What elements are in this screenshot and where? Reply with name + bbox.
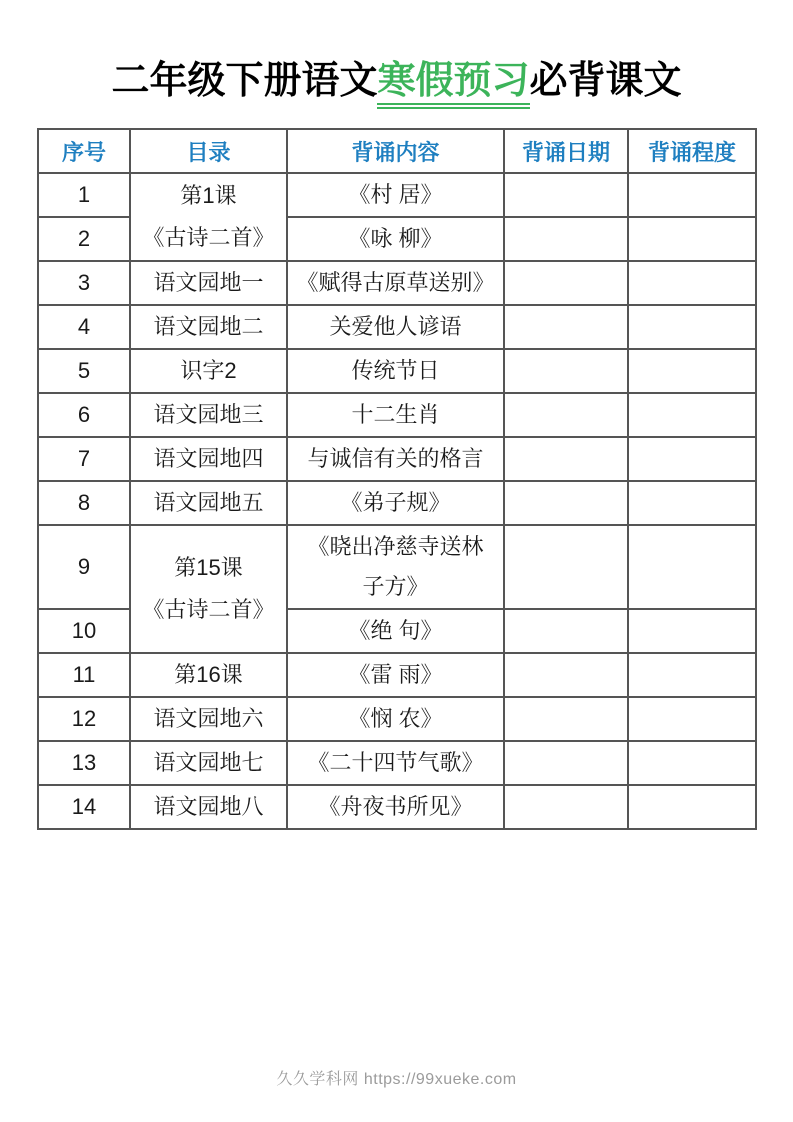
cell-number xyxy=(38,261,130,305)
cell-degree xyxy=(628,609,756,653)
cell-date xyxy=(504,609,628,653)
column-header: 背诵内容 xyxy=(287,129,504,173)
cell-number xyxy=(38,785,130,829)
table-header-row xyxy=(38,129,756,173)
cell-directory xyxy=(130,741,287,785)
cell-number xyxy=(38,653,130,697)
cell-text-line: 子方》 xyxy=(362,574,429,599)
cell-number xyxy=(38,697,130,741)
recitation-table xyxy=(37,128,757,830)
cell-date xyxy=(504,653,628,697)
cell-text-line: 3 xyxy=(77,270,91,295)
cell-date xyxy=(504,697,628,741)
cell-directory xyxy=(130,349,287,393)
table-row xyxy=(38,437,756,481)
cell-content xyxy=(287,653,504,697)
table-row xyxy=(38,173,756,217)
table-row xyxy=(38,481,756,525)
cell-number xyxy=(38,393,130,437)
cell-directory xyxy=(130,173,287,261)
title-highlight: 寒假预习 xyxy=(377,62,529,109)
cell-directory xyxy=(130,697,287,741)
cell-number xyxy=(38,217,130,261)
cell-content xyxy=(287,525,504,609)
cell-directory xyxy=(130,437,287,481)
cell-content xyxy=(287,609,504,653)
cell-directory xyxy=(130,305,287,349)
cell-number xyxy=(38,305,130,349)
cell-text-line: 十二生肖 xyxy=(351,402,440,427)
cell-content xyxy=(287,393,504,437)
cell-text-line: 《古诗二首》 xyxy=(142,597,275,622)
table-row xyxy=(38,525,756,609)
cell-text-line: 语文园地四 xyxy=(153,446,264,471)
cell-text-line: 《赋得古原草送别》 xyxy=(296,270,495,295)
cell-text-line: 语文园地五 xyxy=(153,490,264,515)
cell-content xyxy=(287,741,504,785)
cell-number xyxy=(38,609,130,653)
cell-degree xyxy=(628,261,756,305)
cell-degree xyxy=(628,305,756,349)
cell-date xyxy=(504,785,628,829)
cell-text-line: 语文园地七 xyxy=(153,750,264,775)
cell-text-line: 第1课 xyxy=(180,183,237,208)
cell-degree xyxy=(628,525,756,609)
cell-text-line: 11 xyxy=(72,662,96,687)
cell-number xyxy=(38,525,130,609)
cell-degree xyxy=(628,437,756,481)
cell-text-line: 与诚信有关的格言 xyxy=(307,446,484,471)
table-row xyxy=(38,349,756,393)
cell-date xyxy=(504,525,628,609)
cell-text-line: 14 xyxy=(71,794,97,819)
table-row xyxy=(38,785,756,829)
cell-directory xyxy=(130,393,287,437)
cell-text-line: 1 xyxy=(77,182,91,207)
cell-content xyxy=(287,305,504,349)
cell-text-line: 《村 居》 xyxy=(348,182,443,207)
table-row xyxy=(38,305,756,349)
cell-date xyxy=(504,173,628,217)
cell-text-line: 第16课 xyxy=(174,662,243,687)
cell-content xyxy=(287,217,504,261)
cell-degree xyxy=(628,697,756,741)
table-row xyxy=(38,393,756,437)
cell-text-line: 语文园地二 xyxy=(153,314,264,339)
cell-text-line: 《古诗二首》 xyxy=(142,225,275,250)
cell-date xyxy=(504,217,628,261)
cell-content xyxy=(287,173,504,217)
cell-directory xyxy=(130,653,287,697)
cell-date xyxy=(504,481,628,525)
table-row xyxy=(38,741,756,785)
cell-text-line: 关爱他人谚语 xyxy=(329,314,462,339)
cell-content xyxy=(287,697,504,741)
cell-date xyxy=(504,349,628,393)
cell-text-line: 《悯 农》 xyxy=(348,706,443,731)
cell-number xyxy=(38,741,130,785)
cell-degree xyxy=(628,349,756,393)
cell-text-line: 《咏 柳》 xyxy=(348,226,443,251)
column-header: 背诵日期 xyxy=(504,129,628,173)
cell-text-line: 语文园地六 xyxy=(153,706,264,731)
cell-text-line: 语文园地一 xyxy=(153,270,264,295)
cell-number xyxy=(38,437,130,481)
cell-text-line: 7 xyxy=(77,446,91,471)
cell-text-line: 6 xyxy=(77,402,91,427)
cell-text-line: 《弟子规》 xyxy=(340,490,451,515)
cell-number xyxy=(38,173,130,217)
cell-degree xyxy=(628,653,756,697)
cell-degree xyxy=(628,741,756,785)
cell-text-line: 《雷 雨》 xyxy=(348,662,443,687)
cell-degree xyxy=(628,785,756,829)
cell-degree xyxy=(628,173,756,217)
cell-text-line: 语文园地三 xyxy=(153,402,264,427)
table-row xyxy=(38,261,756,305)
cell-text-line: 2 xyxy=(77,226,91,251)
cell-text-line: 《舟夜书所见》 xyxy=(318,794,473,819)
cell-content xyxy=(287,349,504,393)
cell-text-line: 《二十四节气歌》 xyxy=(307,750,484,775)
cell-text-line: 《晓出净慈寺送林 xyxy=(307,534,484,559)
cell-text-line: 12 xyxy=(71,706,97,731)
table-row xyxy=(38,653,756,697)
cell-degree xyxy=(628,393,756,437)
cell-directory xyxy=(130,261,287,305)
cell-number xyxy=(38,481,130,525)
cell-text-line: 识字2 xyxy=(180,358,237,383)
footer-watermark: 久久学科网 https://99xueke.com xyxy=(276,1071,517,1088)
cell-directory xyxy=(130,525,287,653)
cell-content xyxy=(287,481,504,525)
cell-content xyxy=(287,437,504,481)
cell-degree xyxy=(628,217,756,261)
cell-date xyxy=(504,741,628,785)
cell-text-line: 第15课 xyxy=(174,555,243,580)
table-row xyxy=(38,697,756,741)
column-header: 背诵程度 xyxy=(628,129,756,173)
cell-number xyxy=(38,349,130,393)
cell-date xyxy=(504,393,628,437)
page-title xyxy=(0,60,793,109)
cell-text-line: 9 xyxy=(77,554,91,579)
footer xyxy=(0,1066,793,1089)
cell-text-line: 4 xyxy=(77,314,91,339)
cell-content xyxy=(287,261,504,305)
cell-text-line: 语文园地八 xyxy=(153,794,264,819)
title-prefix: 二年级下册语文 xyxy=(111,60,378,102)
cell-date xyxy=(504,261,628,305)
column-header: 序号 xyxy=(38,129,130,173)
cell-text-line: 《绝 句》 xyxy=(348,618,443,643)
cell-text-line: 10 xyxy=(71,618,97,643)
cell-date xyxy=(504,437,628,481)
cell-content xyxy=(287,785,504,829)
cell-text-line: 8 xyxy=(77,490,91,515)
column-header: 目录 xyxy=(130,129,287,173)
cell-date xyxy=(504,305,628,349)
cell-text-line: 5 xyxy=(77,358,91,383)
cell-degree xyxy=(628,481,756,525)
cell-directory xyxy=(130,481,287,525)
cell-text-line: 传统节日 xyxy=(351,358,440,383)
title-suffix: 必背课文 xyxy=(529,60,682,102)
cell-text-line: 13 xyxy=(71,750,97,775)
cell-directory xyxy=(130,785,287,829)
